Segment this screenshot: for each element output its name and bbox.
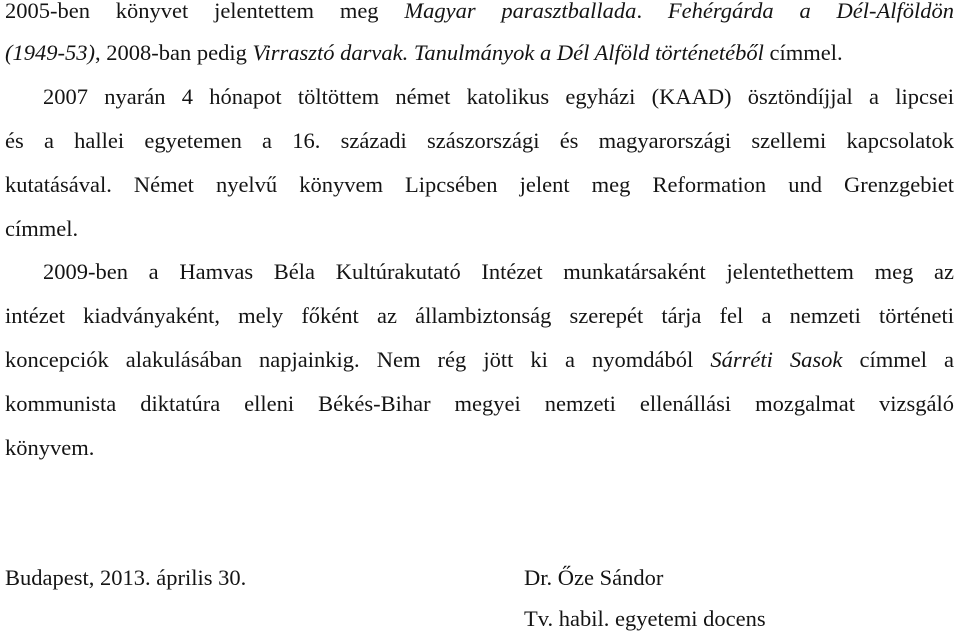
text-segment: 2005-ben könyvet jelentettem meg xyxy=(5,0,379,23)
place-and-date: Budapest, 2013. április 30. xyxy=(5,565,247,590)
paragraph-3-line-3 xyxy=(5,347,954,373)
text-segment: címmel. xyxy=(763,40,843,65)
book-title-feherdarda: Fehérgárda a Dél-Alföldön xyxy=(667,0,955,23)
paragraph-1-line-1 xyxy=(5,0,954,24)
author-title: Tv. habil. egyetemi docens xyxy=(524,606,766,631)
paragraph-3-line-1: 2009-ben a Hamvas Béla Kultúrakutató Intézet munkatársaként jelentethettem meg az xyxy=(43,259,954,284)
book-title-magyar-parasztballada: Magyar parasztballada xyxy=(404,0,637,23)
author-name: Dr. Őze Sándor xyxy=(524,565,664,590)
paragraph-3-line-4: kommunista diktatúra elleni Békés-Bihar megyei nemzeti ellenállási mozgalmat vizsgáló xyxy=(5,391,954,416)
text-segment: koncepciók alakulásában napjainkig. Nem rég jött ki a nyomdából xyxy=(5,347,694,372)
text-segment: , 2008-ban pedig xyxy=(94,40,247,65)
paragraph-3-line-2: intézet kiadványaként, mely főként az állambiztonság szerepét tárja fel a nemzeti történeti xyxy=(5,303,954,328)
paragraph-2-line-3: kutatásával. Német nyelvű könyvem Lipcsében jelent meg Reformation und Grenzgebiet xyxy=(5,172,954,197)
book-title-years: (1949-53) xyxy=(5,40,95,65)
book-title-sarreti-sasok: Sárréti Sasok xyxy=(710,347,843,372)
paragraph-2-line-1: 2007 nyarán 4 hónapot töltöttem német katolikus egyházi (KAAD) ösztöndíjjal a lipcsei xyxy=(43,84,954,109)
punctuation: . xyxy=(636,0,643,23)
paragraph-3-line-5: könyvem. xyxy=(5,435,95,460)
book-title-virraszto-darvak: Virrasztó darvak. Tanulmányok a Dél Alföld történetéből xyxy=(252,40,764,65)
paragraph-2-line-2: és a hallei egyetemen a 16. századi szászországi és magyarországi szellemi kapcsolatok xyxy=(5,128,954,153)
paragraph-1-line-2 xyxy=(5,40,954,66)
paragraph-2-line-4: címmel. xyxy=(5,216,79,241)
text-segment: címmel a xyxy=(859,347,955,372)
